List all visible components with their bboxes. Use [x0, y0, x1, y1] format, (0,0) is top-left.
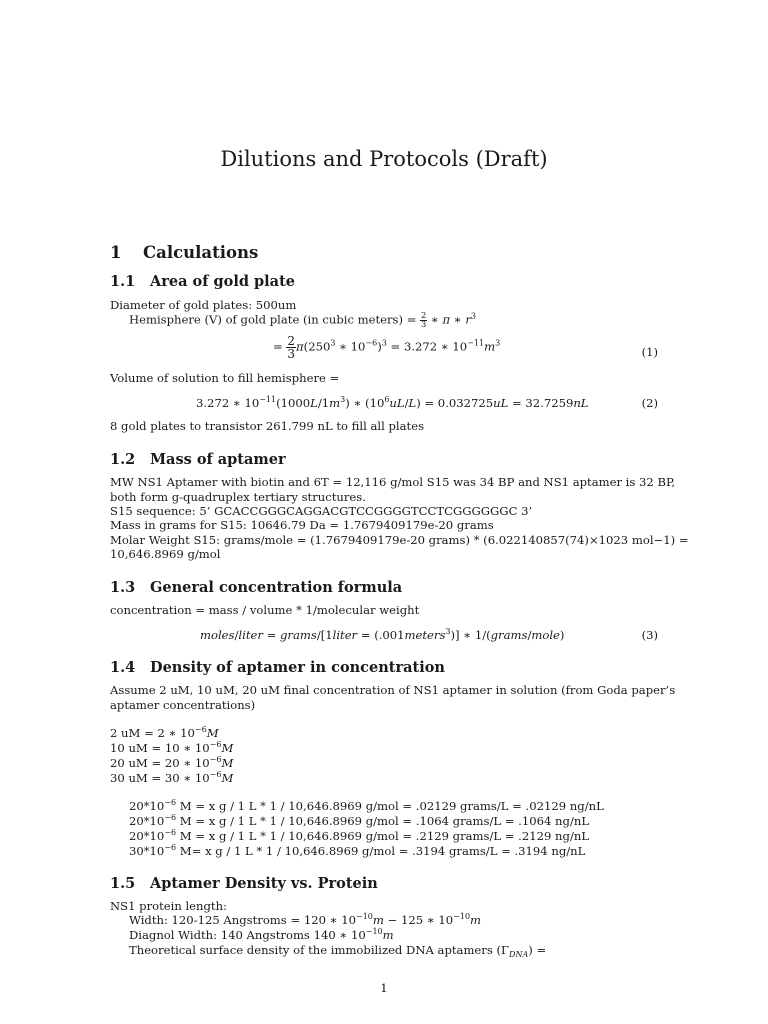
- mass-line-1: MW NS1 Aptamer with biotin and 6T = 12,116 g/mol S15 was 34 BP and NS1 aptamer is 32 BP,: [110, 475, 676, 489]
- subsection-number: 1.1: [110, 273, 136, 290]
- calculation-row: $30*10^{-6}$ M= x g / 1 L * 1 / 10,646.8969 g/mol = .3194 grams/L = .3194 ng/nL: [129, 843, 586, 858]
- calculation-row: $20*10^{-6}$ M = x g / 1 L * 1 / 10,646.8969 g/mol = .2129 grams/L = .2129 ng/nL: [129, 828, 590, 843]
- plates-text: 8 gold plates to transistor 261.799 nL to fill all plates: [110, 419, 425, 433]
- calculation-row: $20*10^{-6}$ M = x g / 1 L * 1 / 10,646.8969 g/mol = .02129 grams/L = .02129 ng/nL: [129, 798, 604, 813]
- protein-length-label: NS1 protein length:: [110, 899, 227, 913]
- section-title: Calculations: [143, 243, 259, 262]
- assume-line-1: Assume 2 uM, 10 uM, 20 uM final concentration of NS1 aptamer in solution (from Goda paper’s: [110, 683, 676, 697]
- subsection-title: Area of gold plate: [150, 273, 295, 290]
- equation-3-number: (3): [641, 628, 658, 642]
- diagonal-width-line: Diagnol Width: 140 Angstroms 140 ∗ $10^{-10}m$: [129, 927, 394, 942]
- hemisphere-line: Hemisphere (V) of gold plate (in cubic meters) = $\frac{2}{3}$ ∗ π ∗ $r^3$: [129, 311, 476, 329]
- subsection-title: Aptamer Density vs. Protein: [150, 875, 378, 892]
- subsection-heading-aptamer-density-protein: [110, 875, 378, 892]
- conversion-row: 2 uM = 2 ∗ $10^{-6}M$: [110, 725, 219, 740]
- subsection-title: Density of aptamer in concentration: [150, 659, 445, 676]
- conversion-row: 20 uM = 20 ∗ $10^{-6}M$: [110, 755, 234, 770]
- subsection-title: General concentration formula: [150, 579, 403, 596]
- molar-weight-value: 10,646.8969 g/mol: [110, 547, 221, 561]
- equation-2-number: (2): [641, 396, 658, 410]
- calculation-row: $20*10^{-6}$ M = x g / 1 L * 1 / 10,646.8969 g/mol = .1064 grams/L = .1064 ng/nL: [129, 813, 590, 828]
- equation-3: moles/liter = grams/[1liter = (.001meters$^3$)] ∗ 1/(grams/mole): [200, 627, 565, 642]
- conversion-list: [110, 726, 233, 786]
- equation-2: 3.272 ∗ $10^{-11}(1000L/1m^3)$ ∗ $(10^6uL/L) = 0.032725uL = 32.7259nL$: [196, 395, 589, 410]
- equation-1: = $\frac{2}{3}$ $\pi(250^3$ ∗ $10^{-6})^3 = 3.272$ ∗ $10^{-11}m^3$: [273, 334, 501, 361]
- subsection-heading-mass-aptamer: [110, 451, 286, 468]
- molar-weight-line: Molar Weight S15: grams/mole = (1.7679409179e-20 grams) * (6.022140857(74)×1023 mol−1) =: [110, 533, 689, 547]
- subsection-heading-area-gold-plate: [110, 273, 295, 290]
- subsection-heading-density-concentration: [110, 659, 445, 676]
- sequence-line: S15 sequence: 5’ GCACCGGGCAGGACGTCCGGGGTCCTCGGGGGGC 3’: [110, 504, 533, 518]
- assume-line-2: aptamer concentrations): [110, 698, 256, 712]
- subsection-number: 1.4: [110, 659, 136, 676]
- subsection-number: 1.3: [110, 579, 136, 596]
- section-heading-calculations: [110, 243, 258, 262]
- diameter-text: Diameter of gold plates: 500um: [110, 298, 297, 312]
- theoretical-density-line: Theoretical surface density of the immobilized DNA aptamers $(\Gamma_{DNA})$ =: [129, 943, 547, 959]
- equation-1-number: (1): [641, 345, 658, 359]
- width-line: Width: 120-125 Angstroms = 120 ∗ $10^{-10}m - 125$ ∗ $10^{-10}m$: [129, 912, 482, 927]
- page-number: 1: [380, 981, 388, 995]
- subsection-number: 1.5: [110, 875, 136, 892]
- subsection-title: Mass of aptamer: [150, 451, 286, 468]
- volume-text: Volume of solution to fill hemisphere =: [110, 371, 340, 385]
- equation-1-fraction: $\frac{2}{3}$: [287, 334, 296, 361]
- two-thirds-fraction: $\frac{2}{3}$: [421, 311, 427, 329]
- conversion-row: 30 uM = 30 ∗ $10^{-6}M$: [110, 770, 234, 785]
- concentration-definition: concentration = mass / volume * 1/molecular weight: [110, 603, 420, 617]
- conversion-row: 10 uM = 10 ∗ $10^{-6}M$: [110, 740, 234, 755]
- paper-title: Dilutions and Protocols (Draft): [220, 147, 548, 171]
- mass-grams-line: Mass in grams for S15: 10646.79 Da = 1.7679409179e-20 grams: [110, 518, 494, 532]
- hemisphere-text: Hemisphere (V) of gold plate (in cubic meters) =: [129, 312, 417, 327]
- calculation-list: [129, 799, 604, 859]
- section-number: 1: [110, 243, 122, 262]
- mass-line-2: both form g-quadruplex tertiary structures.: [110, 490, 366, 504]
- subsection-heading-concentration-formula: [110, 579, 402, 596]
- subsection-number: 1.2: [110, 451, 136, 468]
